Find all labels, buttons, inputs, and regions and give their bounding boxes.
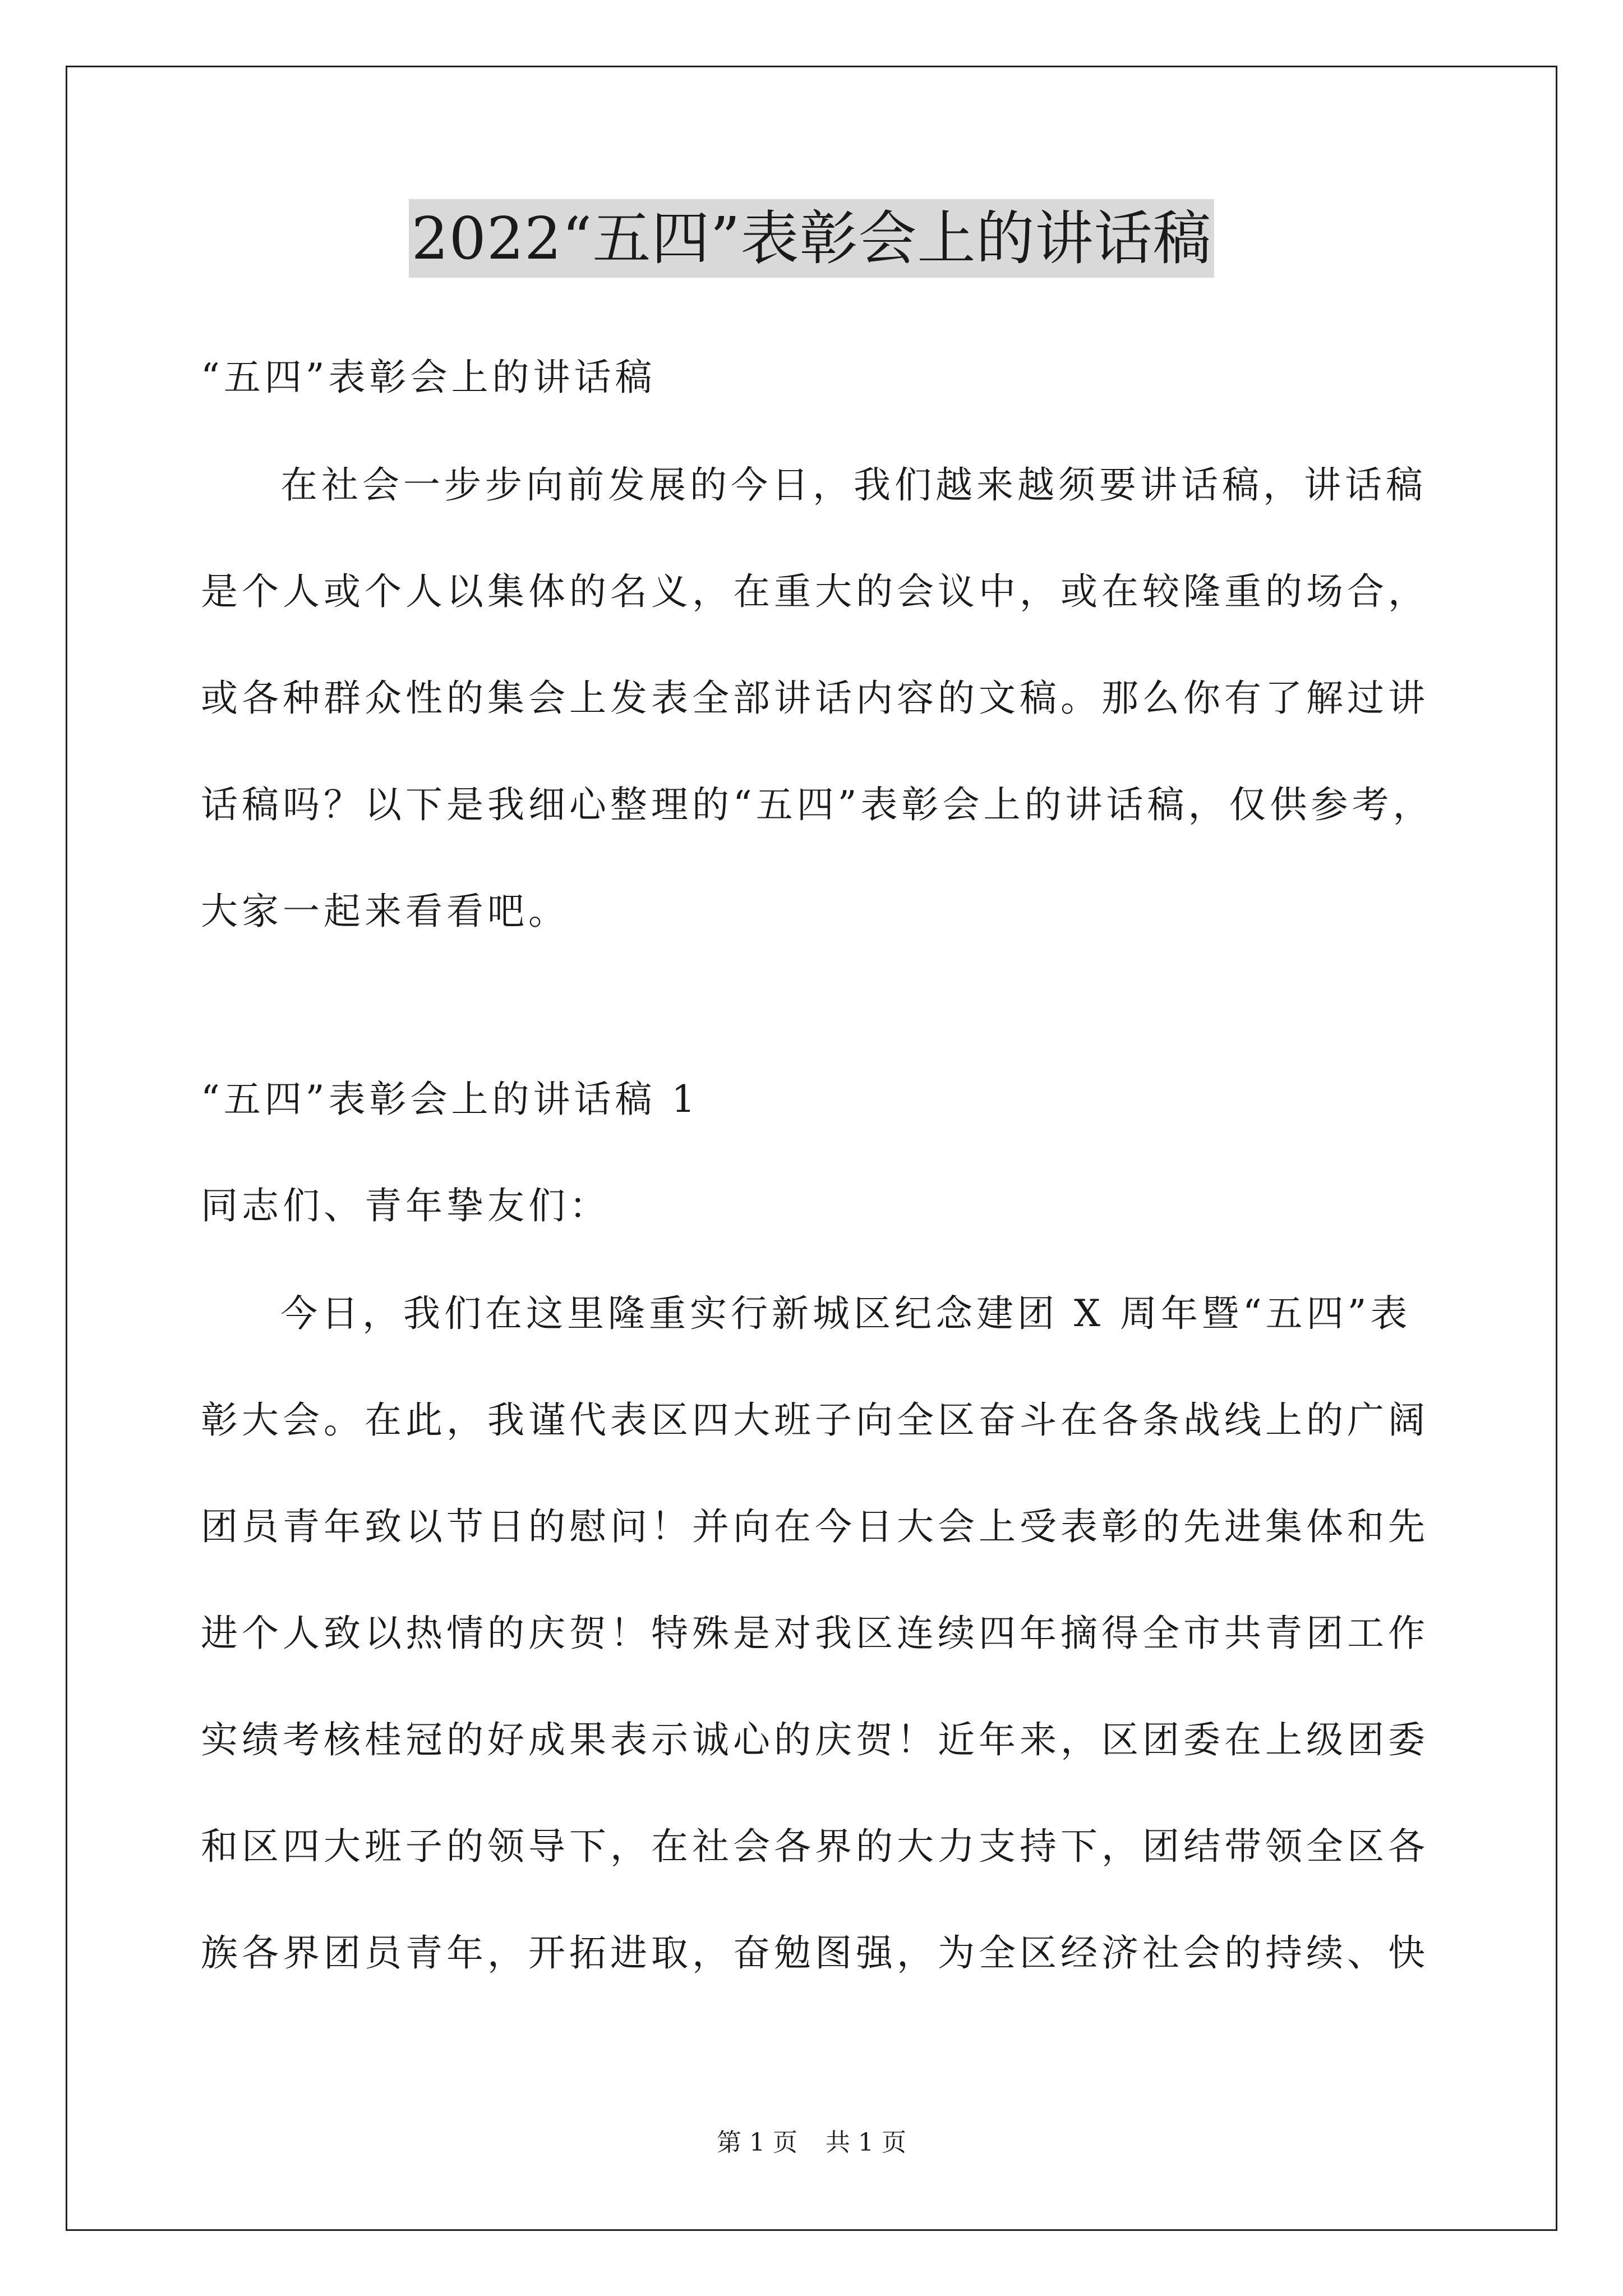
page-footer [0, 2126, 1623, 2160]
page-number: 第 1 页 [717, 2128, 797, 2157]
title-container [0, 199, 1623, 278]
intro-line: 在社会一步步向前发展的今日，我们越来越须要讲话稿，讲话稿 [280, 463, 1427, 507]
body-line: 今日，我们在这里隆重实行新城区纪念建团 X 周年暨“五四”表 [280, 1292, 1412, 1335]
body-line: 进个人致以热情的庆贺！特殊是对我区连续四年摘得全市共青团工作 [201, 1612, 1429, 1655]
section-heading: “五四”表彰会上的讲话稿 1 [201, 1078, 699, 1121]
intro-line: 是个人或个人以集体的名义，在重大的会议中，或在较隆重的场合， [201, 570, 1429, 613]
body-line: 族各界团员青年，开拓进取，奋勉图强，为全区经济社会的持续、快 [201, 1931, 1429, 1975]
body-line: 和区四大班子的领导下，在社会各界的大力支持下，团结带领全区各 [201, 1825, 1429, 1868]
subtitle: “五四”表彰会上的讲话稿 [201, 356, 656, 399]
document-title: 2022“五四”表彰会上的讲话稿 [409, 199, 1214, 278]
greeting: 同志们、青年挚友们： [201, 1184, 610, 1227]
intro-line: 话稿吗？以下是我细心整理的“五四”表彰会上的讲话稿，仅供参考， [201, 783, 1434, 826]
page-total: 共 1 页 [826, 2128, 906, 2157]
body-line: 团员青年致以节日的慰问！并向在今日大会上受表彰的先进集体和先 [201, 1505, 1429, 1548]
body-line: 实绩考核桂冠的好成果表示诚心的庆贺！近年来，区团委在上级团委 [201, 1718, 1429, 1761]
intro-line: 大家一起来看看吧。 [201, 890, 569, 933]
intro-line: 或各种群众性的集会上发表全部讲话内容的文稿。那么你有了解过讲 [201, 677, 1429, 720]
body-line: 彰大会。在此，我谨代表区四大班子向全区奋斗在各条战线上的广阔 [201, 1398, 1429, 1442]
